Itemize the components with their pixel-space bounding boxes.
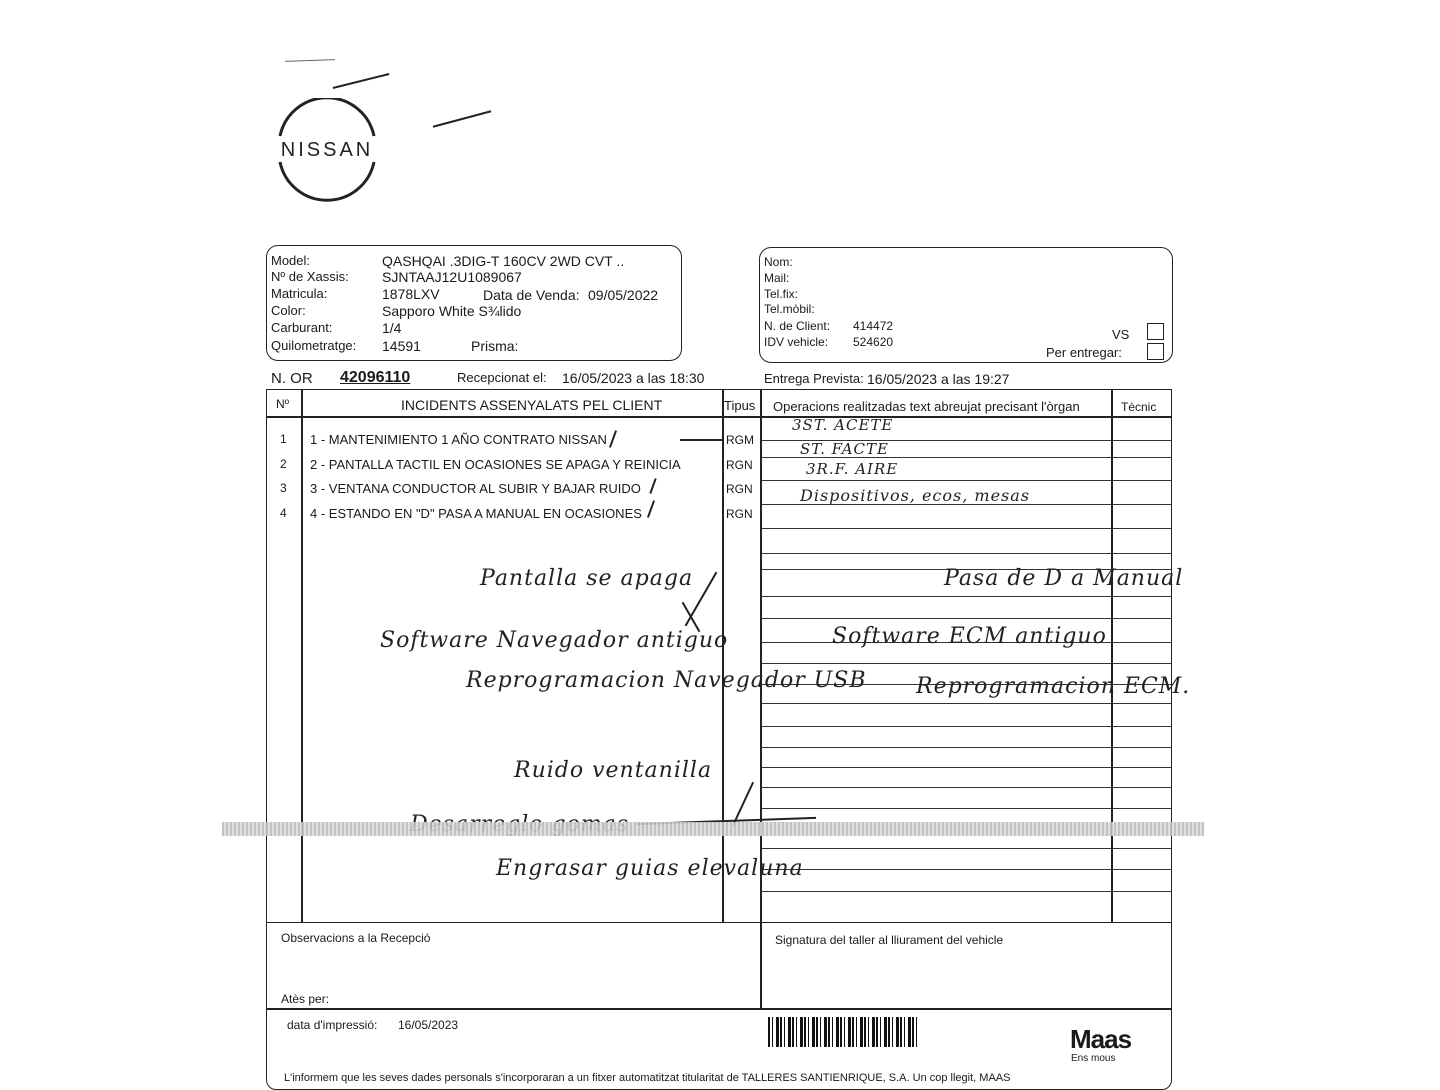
handwritten-h3: Reprogramacion Navegador USB	[466, 668, 867, 693]
received-label: Recepcionat el:	[457, 370, 547, 385]
name-label: Nom:	[764, 255, 793, 269]
client-no-value: 414472	[853, 319, 894, 333]
sale-date-value: 09/05/2022	[588, 287, 659, 303]
print-date-label: data d'impressió:	[287, 1018, 378, 1032]
model-value: QASHQAI .3DIG-T 160CV 2WD CVT ..	[382, 253, 625, 269]
handwritten-h6: Engrasar guias elevaluna	[496, 856, 804, 881]
km-label: Quilometratge:	[271, 338, 357, 353]
print-date-value: 16/05/2023	[398, 1018, 459, 1032]
legal-text: L'informem que les seves dades personals s'incorporaran a un fitxer automatitzat titularitat de TALLERES SANTIENRIQUE, S.A. Un cop llegit, MAAS	[284, 1072, 1011, 1084]
received-value: 16/05/2023 a las 18:30	[562, 370, 705, 386]
handwritten-op-3: 3R.F. AIRE	[806, 460, 899, 478]
signature-label: Signatura del taller al lliurament del vehicle	[775, 933, 1004, 947]
nissan-logo	[262, 98, 392, 202]
chassis-value: SJNTAAJ12U1089067	[382, 269, 522, 285]
chassis-label: Nº de Xassis:	[271, 269, 349, 284]
handwritten-op-4: Dispositivos, ecos, mesas	[800, 486, 1031, 505]
observations-label: Observacions a la Recepció	[281, 931, 431, 945]
barcode	[768, 1017, 918, 1047]
header-incidents: INCIDENTS ASSENYALATS PEL CLIENT	[401, 397, 663, 413]
idv-label: IDV vehicle:	[764, 335, 829, 349]
scan-artifact	[222, 822, 1204, 836]
header-type: Tipus	[724, 398, 756, 413]
row-1-incident: 1 - MANTENIMIENTO 1 AÑO CONTRATO NISSAN	[310, 432, 607, 447]
maas-logo: Maas	[1070, 1024, 1132, 1054]
row-2-no: 2	[280, 457, 287, 471]
row-3-no: 3	[280, 481, 287, 495]
handwritten-r2: Software ECM antiguo	[832, 624, 1107, 649]
tel-label: Tel.fix:	[764, 287, 799, 301]
delivery-label: Entrega Prevista:	[764, 371, 864, 386]
handwritten-h2: Software Navegador antiguo	[380, 628, 729, 653]
header-operations: Operacions realitzadas text abreujat precisant l'òrgan	[773, 399, 1080, 414]
plate-value: 1878LXV	[382, 286, 440, 302]
handwritten-h1: Pantalla se apaga	[480, 566, 694, 591]
svg-text:NISSAN: NISSAN	[280, 139, 374, 161]
header-technician: Tècnic	[1121, 400, 1157, 414]
mobile-label: Tel.mòbil:	[764, 302, 815, 316]
color-label: Color:	[271, 303, 306, 318]
deliver-label: Per entregar:	[1046, 345, 1122, 360]
row-3-type: RGN	[726, 482, 753, 496]
fuel-value: 1/4	[382, 320, 402, 336]
vs-label: VS	[1112, 327, 1130, 342]
vs-checkbox[interactable]	[1147, 323, 1164, 340]
row-4-type: RGN	[726, 507, 753, 521]
deliver-checkbox[interactable]	[1147, 343, 1164, 360]
row-3-incident: 3 - VENTANA CONDUCTOR AL SUBIR Y BAJAR RUIDO	[310, 481, 641, 496]
plate-label: Matricula:	[271, 286, 328, 301]
mail-label: Mail:	[764, 271, 790, 285]
row-2-type: RGN	[726, 458, 753, 472]
idv-value: 524620	[853, 335, 894, 349]
header-no: Nº	[276, 397, 290, 411]
or-label: N. OR	[271, 370, 313, 387]
maas-tagline: Ens mous	[1071, 1053, 1116, 1064]
sale-date-label: Data de Venda:	[483, 287, 580, 303]
handwritten-op-2: ST. FACTE	[800, 440, 889, 458]
color-value: Sapporo White S¾lido	[382, 303, 522, 319]
row-2-incident: 2 - PANTALLA TACTIL EN OCASIONES SE APAGA Y REINICIA	[310, 457, 681, 472]
km-value: 14591	[382, 338, 421, 354]
model-label: Model:	[271, 253, 311, 268]
fuel-label: Carburant:	[271, 320, 333, 335]
client-no-label: N. de Client:	[764, 319, 831, 333]
handwritten-h4: Ruido ventanilla	[514, 758, 713, 783]
attended-label: Atès per:	[281, 992, 330, 1006]
row-1-type: RGM	[726, 433, 754, 447]
handwritten-op-1: 3ST. ACETE	[792, 416, 894, 434]
handwritten-r1: Pasa de D a Manual	[944, 566, 1184, 591]
row-4-no: 4	[280, 506, 287, 520]
row-4-incident: 4 - ESTANDO EN "D" PASA A MANUAL EN OCASIONES	[310, 506, 642, 521]
delivery-value: 16/05/2023 a las 19:27	[867, 371, 1010, 387]
or-number: 42096110	[340, 369, 411, 386]
handwritten-r3: Reprogramacion ECM.	[916, 674, 1191, 699]
prisma-label: Prisma:	[471, 338, 519, 354]
row-1-no: 1	[280, 432, 287, 446]
